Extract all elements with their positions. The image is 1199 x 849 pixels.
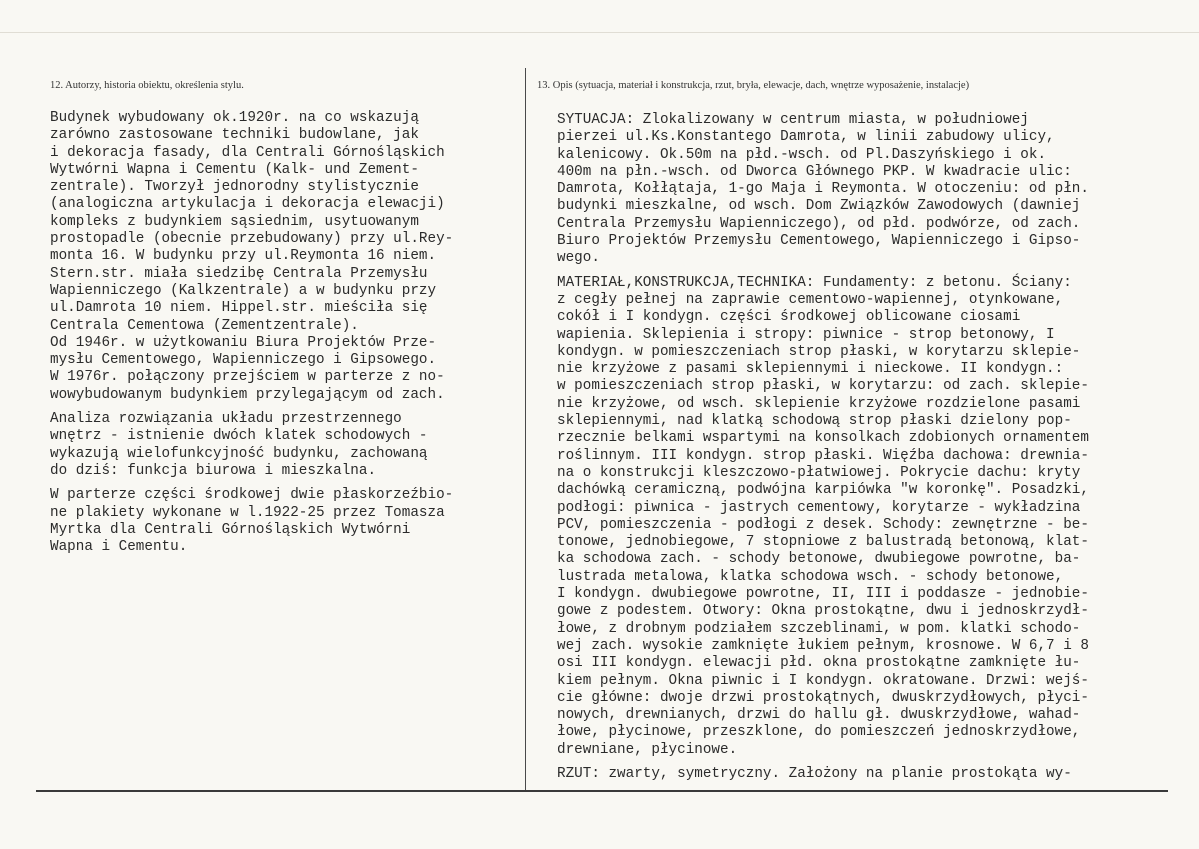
text-line: Centrala Cementowa (Zementzentrale).	[50, 317, 359, 334]
paragraph	[557, 275, 1177, 759]
text-line: Biuro Projektów Przemysłu Cementowego, Wapienniczego i Gipso-	[557, 233, 1081, 250]
text-line: Damrota, Kołłątaja, 1-go Maja i Reymonta. W otoczeniu: od płn.	[557, 181, 1089, 198]
section-12-body	[50, 110, 520, 563]
text-line: na o konstrukcji kleszczowo-płatwiowej. Pokrycie dachu: kryty	[557, 464, 1081, 481]
paragraph	[50, 487, 520, 556]
text-line: dachówką ceramiczną, podwójna karpiówka "w koronkę". Posadzki,	[557, 482, 1089, 499]
text-line: RZUT: zwarty, symetryczny. Założony na planie prostokąta wy-	[557, 765, 1072, 782]
text-line: Stern.str. miała siedzibę Centrala Przemysłu	[50, 265, 428, 282]
text-line: wnętrz - istnienie dwóch klatek schodowych -	[50, 428, 428, 445]
text-line: kondygn. w pomieszczeniach strop płaski, w korytarzu sklepie-	[557, 343, 1081, 360]
text-line: kiem pełnym. Okna piwnic i I kondygn. okratowane. Drzwi: wejś-	[557, 672, 1089, 689]
text-line: do dziś: funkcja biurowa i mieszkalna.	[50, 462, 377, 479]
text-line: roślinnym. III kondygn. strop płaski. Więźba dachowa: drewnia-	[557, 447, 1089, 464]
text-line: rzecznie belkami wspartymi na konsolkach zdobionych ornamentem	[557, 430, 1089, 447]
text-line: nie krzyżowe z pasami sklepiennymi i nieckowe. II kondygn.:	[557, 361, 1064, 378]
text-line: z cegły pełnej na zaprawie cementowo-wapiennej, otynkowane,	[557, 291, 1064, 308]
paragraph	[50, 110, 520, 404]
section-13-body	[557, 112, 1177, 790]
text-line: nowych, drewnianych, drzwi do hallu gł. dwuskrzydłowe, wahad-	[557, 707, 1081, 724]
text-line: pierzei ul.Ks.Konstantego Damrota, w linii zabudowy ulicy,	[557, 129, 1055, 146]
text-line: wego.	[557, 250, 600, 267]
text-line: łowe, płycinowe, przeszklone, do pomieszczeń jednoskrzydłowe,	[557, 724, 1081, 741]
bottom-rule	[36, 790, 1168, 792]
text-line: (analogiczna artykulacja i dekoracja elewacji)	[50, 196, 445, 213]
text-line: ul.Damrota 10 niem. Hippel.str. mieściła się	[50, 300, 428, 317]
text-line: W parterze części środkowej dwie płaskorzeźbio-	[50, 487, 454, 504]
text-line: prostopadle (obecnie przebudowany) przy ul.Rey-	[50, 231, 454, 248]
text-line: nie krzyżowe, od wsch. sklepienie krzyżowe rozdzielone pasami	[557, 395, 1081, 412]
text-line: wapienia. Sklepienia i stropy: piwnice - strop betonowy, I	[557, 326, 1055, 343]
text-line: mysłu Cementowego, Wapienniczego i Gipsowego.	[50, 352, 437, 369]
text-line: W 1976r. połączony przejściem w parterze z no-	[50, 369, 445, 386]
text-line: cokół i I kondygn. części środkowej oblicowane ciosami	[557, 309, 1021, 326]
text-line: MATERIAŁ,KONSTRUKCJA,TECHNIKA: Fundamenty: z betonu. Ściany:	[557, 274, 1072, 291]
text-line: PCV, pomieszczenia - podłogi z desek. Schody: zewnętrzne - be-	[557, 516, 1089, 533]
text-line: monta 16. W budynku przy ul.Reymonta 16 niem.	[50, 248, 437, 265]
text-line: osi III kondygn. elewacji płd. okna prostokątne zamknięte łu-	[557, 655, 1081, 672]
text-line: i dekoracja fasady, dla Centrali Górnośląskich	[50, 144, 445, 161]
text-line: drewniane, płycinowe.	[557, 741, 738, 758]
section-12-heading: 12. Autorzy, historia obiektu, określenia stylu.	[50, 80, 244, 91]
text-line: kompleks z budynkiem sąsiednim, usytuowanym	[50, 213, 419, 230]
text-line: Myrtka dla Centrali Górnośląskich Wytwórni	[50, 521, 411, 538]
text-line: Wapienniczego (Kalkzentrale) a w budynku przy	[50, 282, 437, 299]
text-line: ne plakiety wykonane w l.1922-25 przez Tomasza	[50, 504, 445, 521]
text-line: wej zach. wysokie zamknięte łukiem pełnym, krosnowe. W 6,7 i 8	[557, 637, 1089, 654]
text-line: łowe, z drobnym podziałem szczeblinami, w pom. klatki schodo-	[557, 620, 1081, 637]
text-line: zentrale). Tworzył jednorodny stylistycznie	[50, 179, 419, 196]
text-line: gowe z podestem. Otwory: Okna prostokątne, dwu i jednoskrzydł-	[557, 603, 1089, 620]
text-line: kalenicowy. Ok.50m na płd.-wsch. od Pl.Daszyńskiego i ok.	[557, 146, 1047, 163]
paragraph	[557, 112, 1177, 268]
text-line: 400m na płn.-wsch. od Dworca Głównego PKP. W kwadracie ulic:	[557, 163, 1072, 180]
text-line: I kondygn. dwubiegowe powrotne, II, III i poddasze - jednobie-	[557, 586, 1089, 603]
text-line: cie główne: dwoje drzwi prostokątnych, dwuskrzydłowych, płyci-	[557, 689, 1089, 706]
text-line: Od 1946r. w użytkowaniu Biura Projektów Prze-	[50, 334, 437, 351]
text-line: tonowe, jednobiegowe, 7 stopniowe z balustradą betonową, klat-	[557, 534, 1089, 551]
paragraph	[50, 411, 520, 480]
text-line: wowybudowanym budynkiem przylegającym od zach.	[50, 386, 445, 403]
text-line: wykazują wielofunkcyjność budynku, zachowaną	[50, 445, 428, 462]
text-line: w pomieszczeniach strop płaski, w korytarzu: od zach. sklepie-	[557, 378, 1089, 395]
text-line: Centrala Przemysłu Wapienniczego), od płd. podwórze, od zach.	[557, 215, 1081, 232]
text-line: Wapna i Cementu.	[50, 539, 188, 556]
text-line: sklepiennymi, nad klatką schodową strop płaski dzielony pop-	[557, 413, 1072, 430]
text-line: budynki mieszkalne, od wsch. Dom Związków Zawodowych (dawniej	[557, 198, 1081, 215]
section-13-heading: 13. Opis (sytuacja, materiał i konstrukcja, rzut, bryła, elewacje, dach, wnętrze wyposażenie, instalacje)	[537, 80, 970, 91]
text-line: lustrada metalowa, klatka schodowa wsch. - schody betonowe,	[557, 568, 1064, 585]
text-line: zarówno zastosowane techniki budowlane, jak	[50, 127, 419, 144]
text-line: podłogi: piwnica - jastrych cementowy, korytarze - wykładzina	[557, 499, 1081, 516]
text-line: Budynek wybudowany ok.1920r. na co wskazują	[50, 110, 419, 126]
text-line: ka schodowa zach. - schody betonowe, dwubiegowe powrotne, ba-	[557, 551, 1081, 568]
column-divider	[525, 68, 526, 790]
text-line: SYTUACJA: Zlokalizowany w centrum miasta, w południowej	[557, 112, 1029, 128]
text-line: Analiza rozwiązania układu przestrzennego	[50, 411, 402, 428]
text-line: Wytwórni Wapna i Cementu (Kalk- und Zement-	[50, 161, 419, 178]
paragraph	[557, 766, 1177, 783]
top-rule	[0, 32, 1199, 33]
